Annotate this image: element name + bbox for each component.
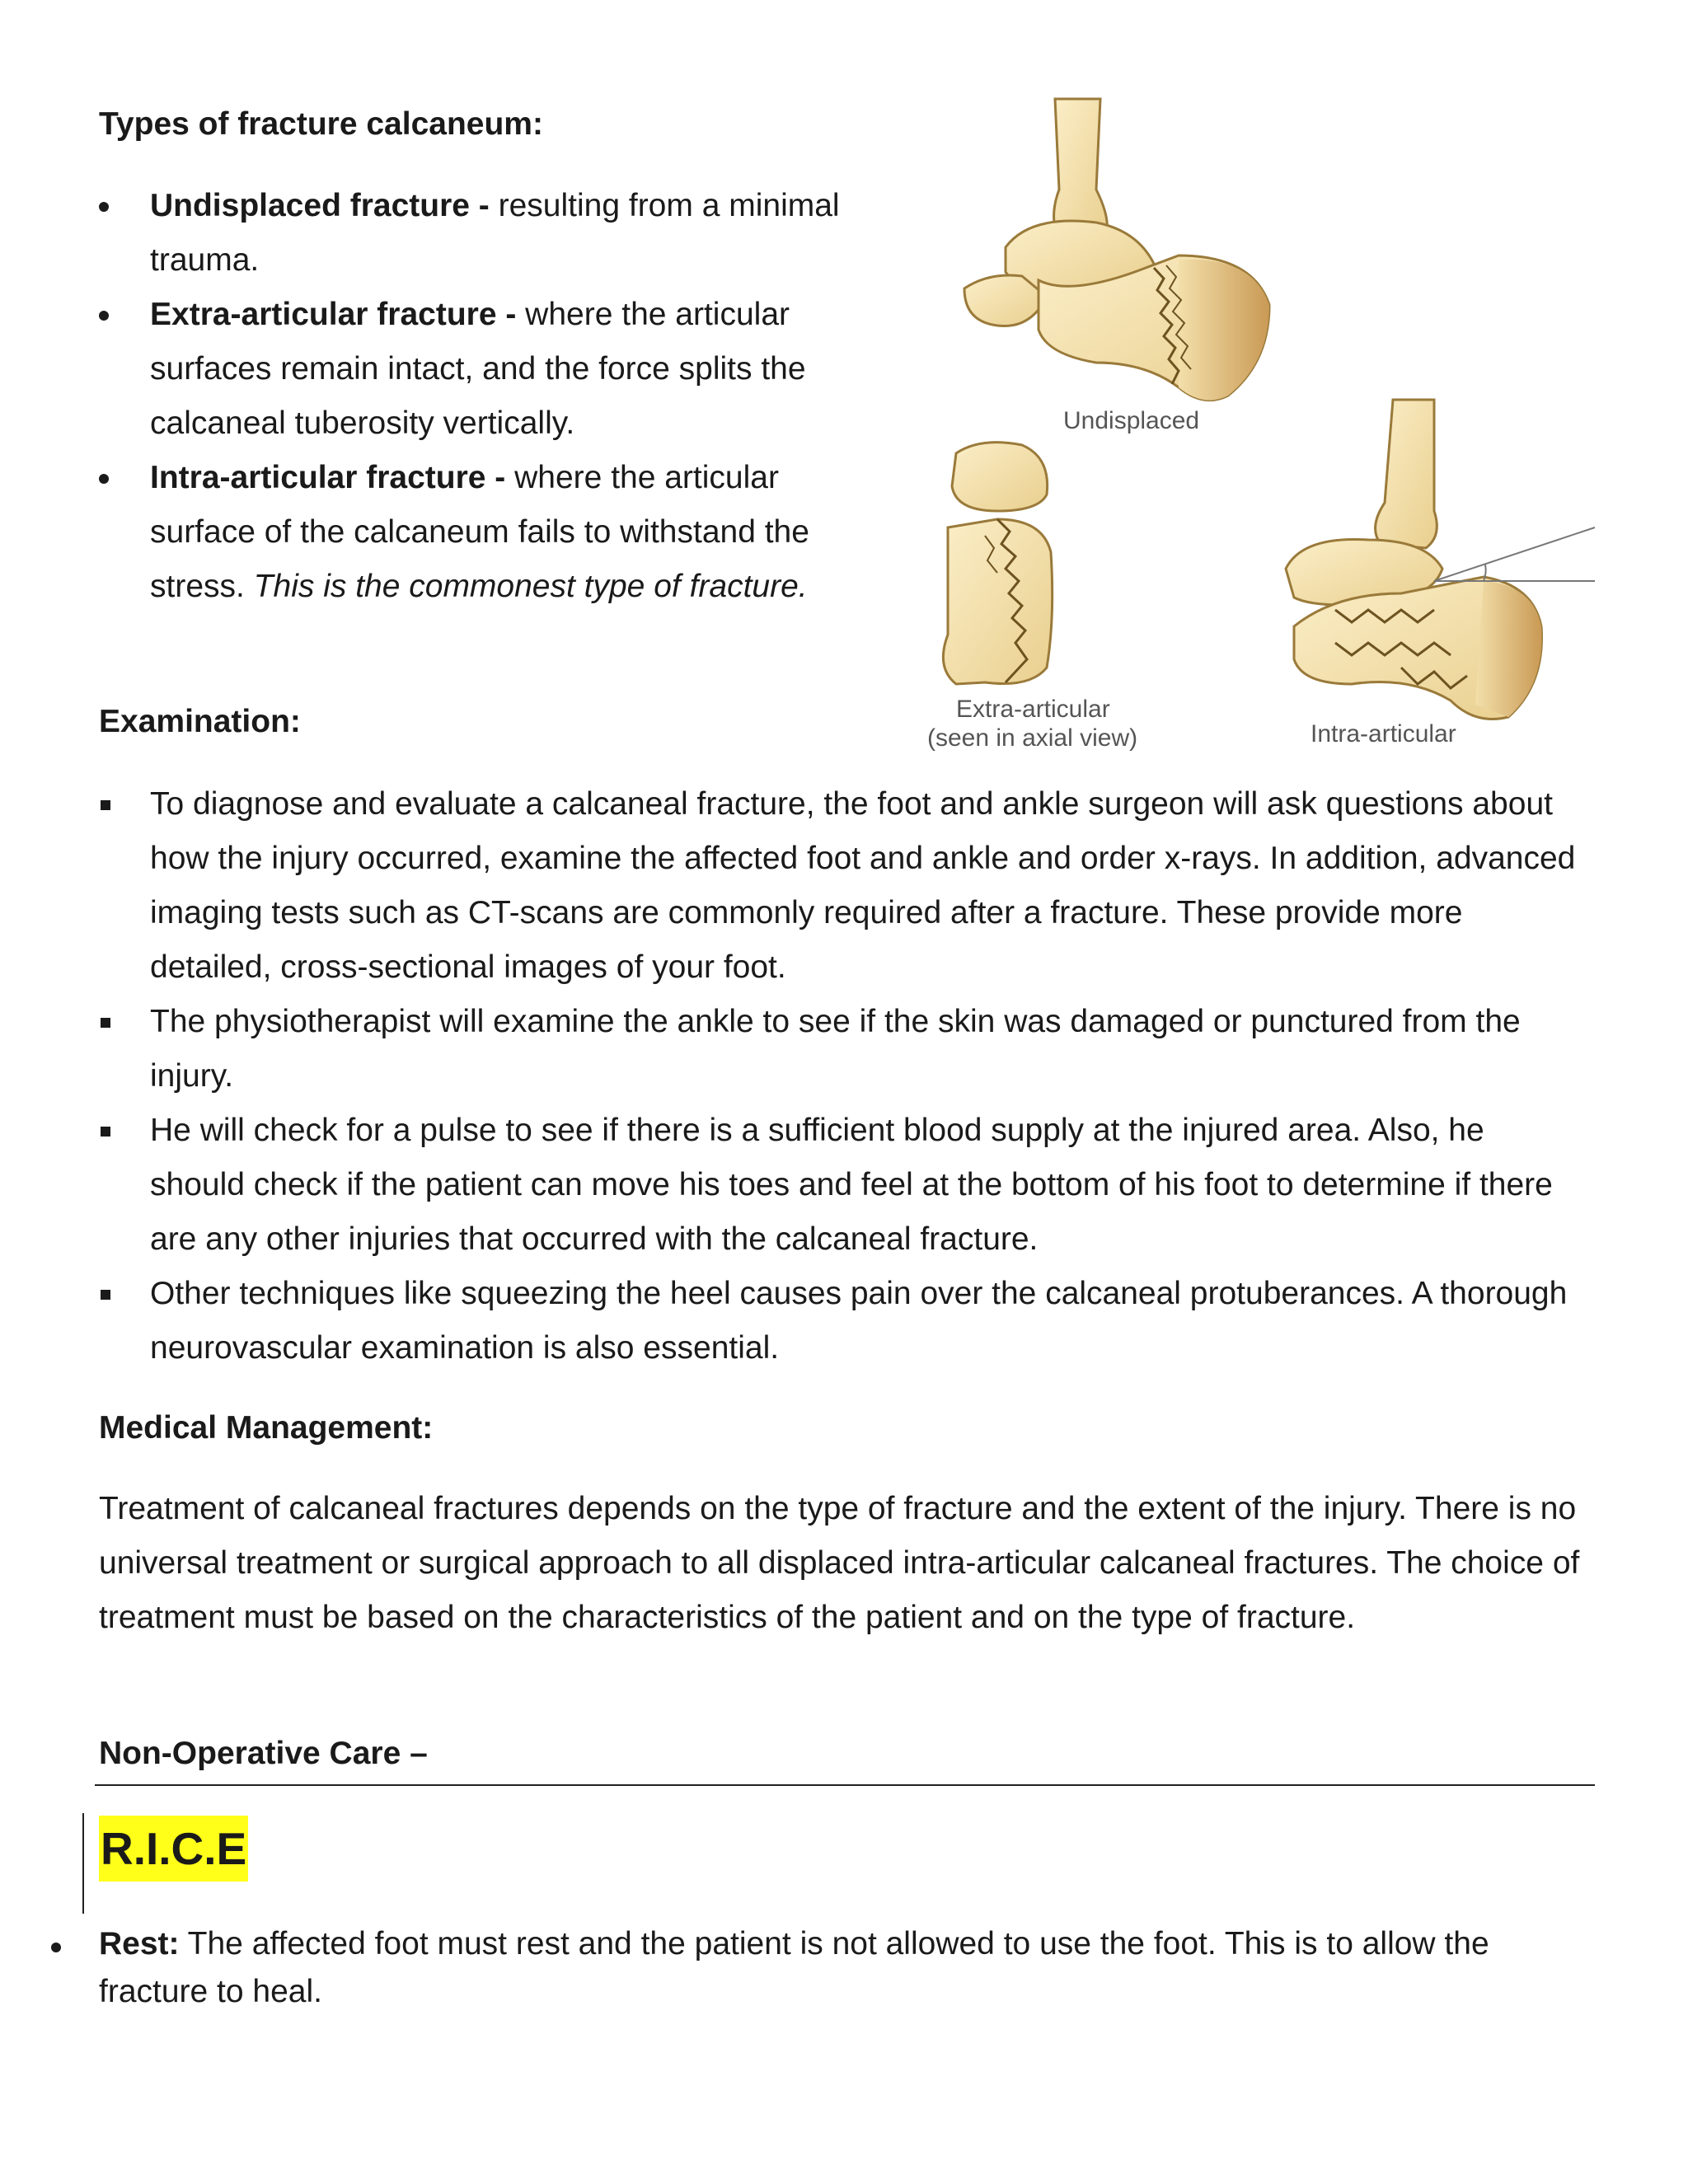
list-item (99, 995, 1582, 1104)
section-divider (95, 1784, 1595, 1786)
examination-item-text: Other techniques like squeezing the heel causes pain over the calcaneal protuberances. A thorough neurovascular examination is also essential. (150, 1276, 1568, 1366)
examination-heading: Examination: (99, 704, 301, 739)
undisplaced-illustration (964, 99, 1269, 401)
commonest-note: This is the commonest type of fracture. (253, 569, 808, 604)
square-bullet-icon (101, 1290, 110, 1300)
label-undisplaced: Undisplaced (1063, 407, 1200, 434)
list-item (99, 451, 890, 614)
management-heading: Medical Management: (99, 1410, 434, 1446)
types-heading: Types of fracture calcaneum: (99, 106, 543, 142)
examination-item-text: He will check for a pulse to see if there is a sufficient blood supply at the injured area. Also, he should check if the patient can move his toes and feel at the bottom of his foot to determine if there are any other injuries that occurred with the calcaneal fracture. (150, 1113, 1553, 1257)
types-list (99, 179, 890, 614)
rest-item (99, 1920, 1599, 2016)
management-paragraph: Treatment of calcaneal fractures depends on the type of fracture and the extent of the injury. There is no universal treatment or surgical approach to all displaced intra-articular calcaneal fractures. The choice of treatment must be based on the characteristics of the patient and on the type of fracture. (99, 1491, 1580, 1635)
bullet-icon (99, 202, 109, 212)
term-undisplaced: Undisplaced fracture - (150, 188, 490, 223)
fracture-types-illustration (907, 91, 1599, 775)
list-item (99, 1267, 1582, 1376)
desc-extra-articular: where the articular surfaces remain intact, and the force splits the calcaneal tuberosity vertically. (150, 297, 806, 441)
bullet-icon (99, 311, 109, 321)
examination-item-text: The physiotherapist will examine the ankle to see if the skin was damaged or punctured from the injury. (150, 1004, 1521, 1094)
left-margin-bar (82, 1813, 84, 1914)
list-item (99, 179, 890, 288)
nonop-heading: Non-Operative Care – (99, 1736, 428, 1771)
bullet-icon (51, 1943, 61, 1952)
label-intra-articular: Intra-articular (1311, 720, 1456, 748)
desc-undisplaced: resulting from a minimal trauma. (150, 188, 840, 278)
list-item (99, 1104, 1582, 1267)
square-bullet-icon (101, 1127, 110, 1137)
label-extra-articular: Extra-articular (956, 696, 1110, 723)
rice-title: R.I.C.E (99, 1816, 248, 1882)
rest-text: The affected foot must rest and the patient is not allowed to use the foot. This is to allow the fracture to heal. (99, 1926, 1489, 2009)
desc-intra-articular: where the articular surface of the calcaneum fails to withstand the stress. (150, 460, 809, 604)
square-bullet-icon (101, 800, 110, 810)
bullet-icon (99, 474, 109, 484)
rest-term: Rest: (99, 1926, 180, 1961)
term-extra-articular: Extra-articular fracture - (150, 297, 517, 332)
square-bullet-icon (101, 1018, 110, 1028)
list-item (99, 288, 890, 451)
intra-articular-illustration (1286, 400, 1595, 719)
list-item (99, 777, 1582, 995)
extra-articular-illustration (943, 443, 1052, 684)
label-axial-view: (seen in axial view) (927, 724, 1138, 752)
examination-item-text: To diagnose and evaluate a calcaneal fracture, the foot and ankle surgeon will ask questions about how the injury occurred, examine the affected foot and ankle and order x-rays. In addition, advanced imaging tests such as CT-scans are commonly required after a fracture. These provide more detailed, cross-sectional images of your foot. (150, 786, 1576, 985)
term-intra-articular: Intra-articular fracture - (150, 460, 506, 495)
examination-list (99, 777, 1582, 1376)
